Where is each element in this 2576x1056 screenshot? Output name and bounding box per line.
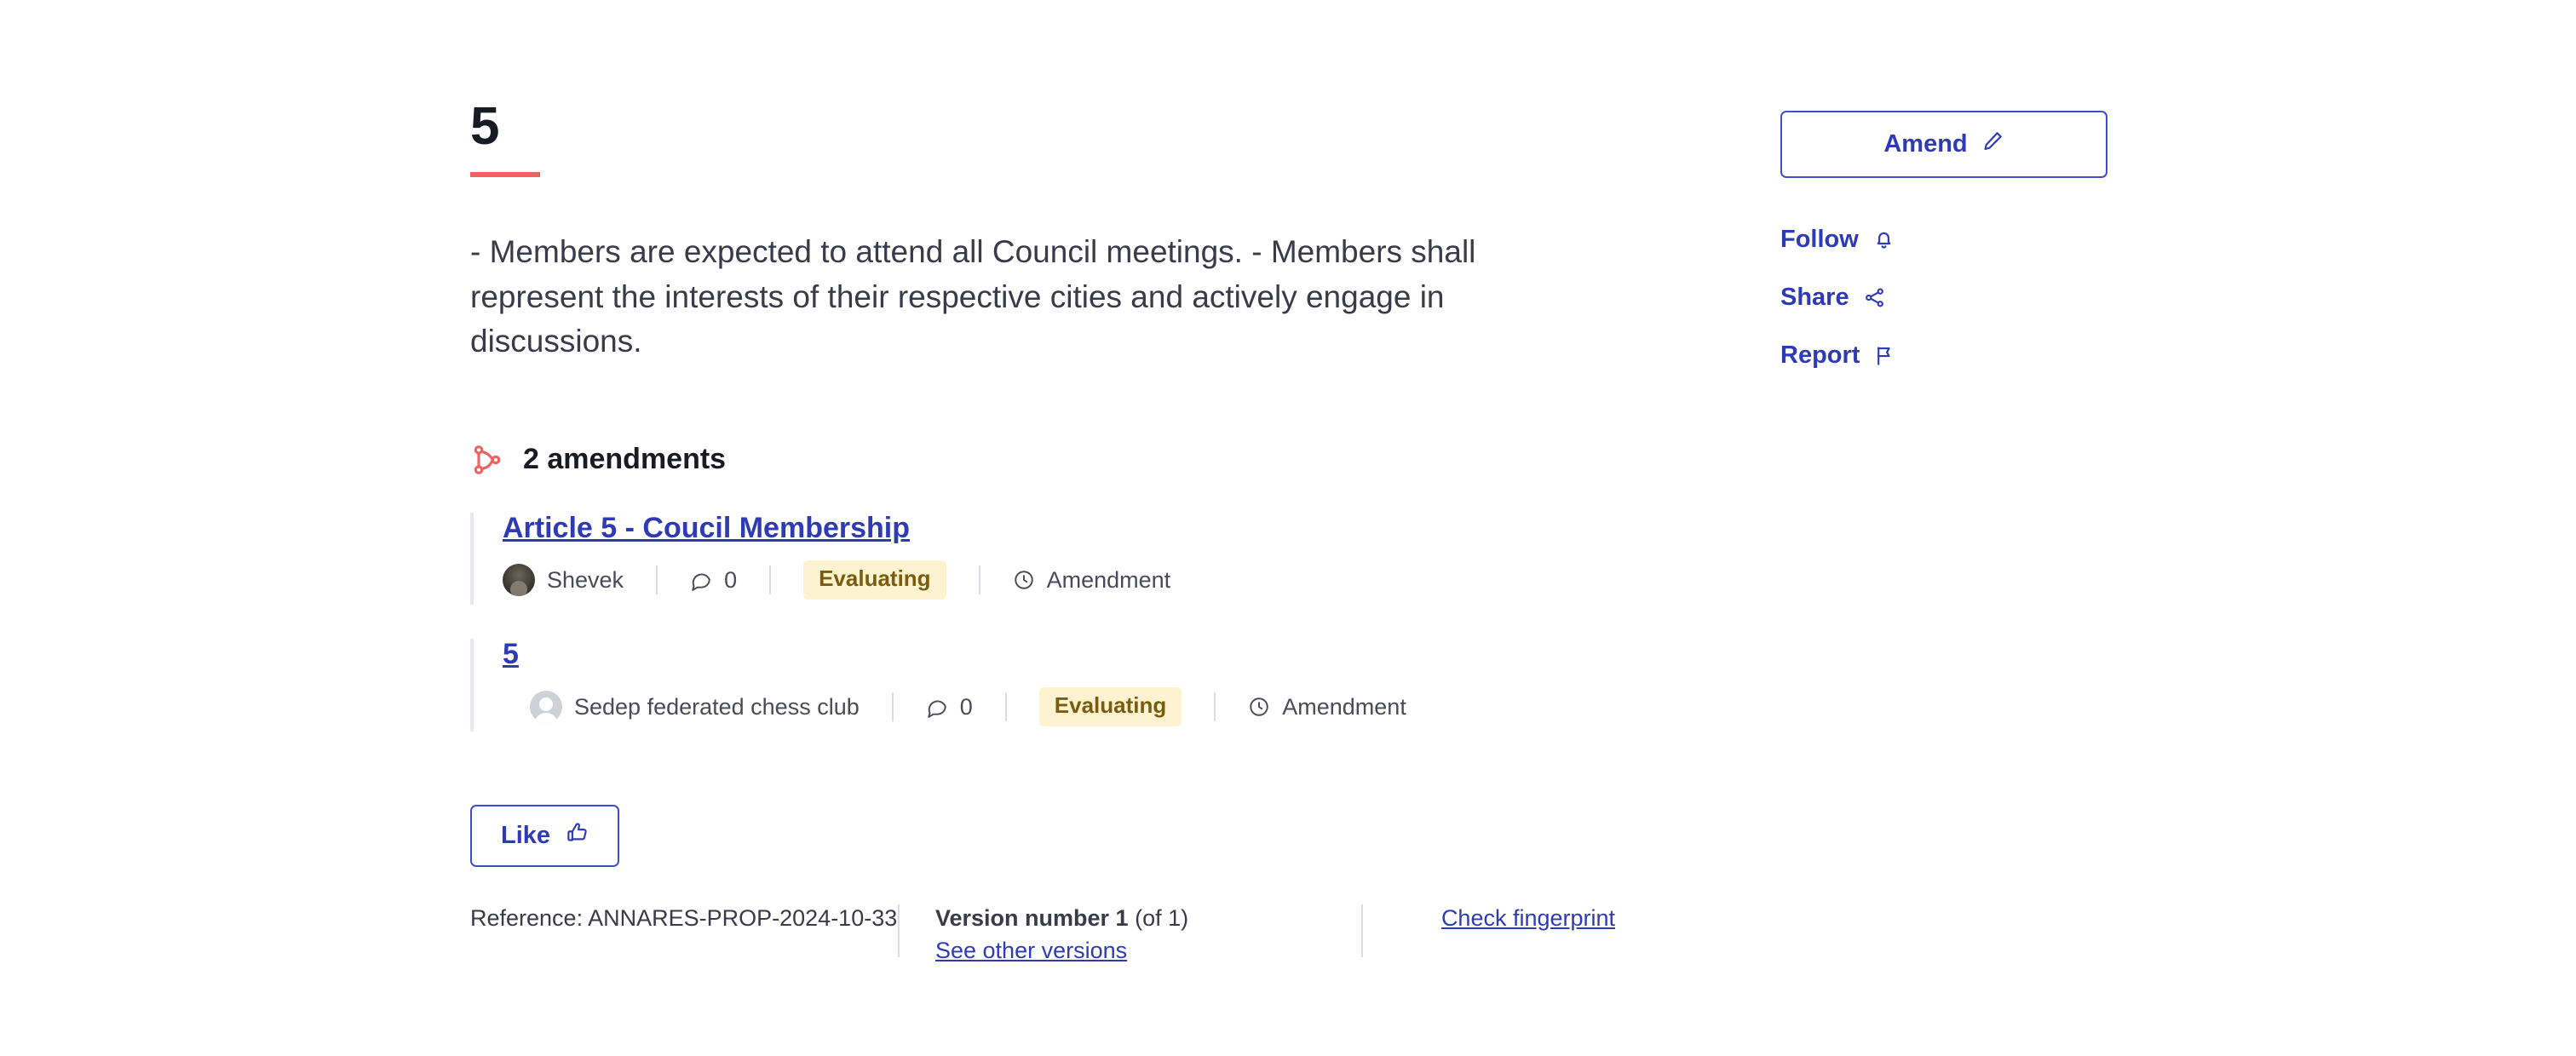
amendment-type: Amendment (1046, 566, 1171, 593)
comments-count: 0 (724, 566, 738, 593)
share-button[interactable] (1780, 284, 1886, 312)
divider (979, 565, 980, 594)
side-actions (1780, 111, 2113, 399)
amendments-count-label: 2 amendments (523, 443, 727, 476)
amendment-title-link[interactable]: Article 5 - Coucil Membership (503, 511, 910, 544)
divider (1005, 692, 1007, 721)
list-item[interactable] (470, 632, 1680, 742)
status-badge: Evaluating (803, 560, 946, 600)
amend-button[interactable] (1780, 111, 2107, 178)
proposal-main (470, 97, 1680, 867)
amendments-list (470, 506, 1680, 742)
comments-cell[interactable] (926, 694, 973, 720)
follow-label: Follow (1780, 226, 1859, 253)
version-label: Version number 1 (935, 905, 1129, 931)
divider (769, 565, 771, 594)
pencil-icon (1981, 129, 2004, 159)
comments-cell[interactable] (690, 567, 737, 594)
like-button[interactable] (470, 805, 619, 867)
comment-icon (926, 696, 948, 718)
follow-button[interactable] (1780, 226, 1895, 254)
divider (892, 692, 894, 721)
amendment-meta (503, 560, 1680, 600)
see-other-versions-link[interactable]: See other versions (935, 937, 1128, 963)
version-of: (of 1) (1135, 905, 1189, 931)
avatar (530, 691, 562, 723)
flag-icon (1873, 344, 1896, 367)
like-button-label: Like (501, 821, 551, 849)
type-cell (1013, 567, 1171, 594)
status-badge: Evaluating (1039, 687, 1182, 726)
comment-icon (690, 569, 712, 591)
amend-button-label: Amend (1883, 130, 1968, 158)
amendment-type: Amendment (1282, 693, 1406, 720)
reference-block (470, 903, 935, 935)
comments-count: 0 (959, 693, 973, 720)
title-underline (470, 172, 540, 177)
divider (656, 565, 658, 594)
share-label: Share (1780, 284, 1849, 311)
proposal-footer (470, 903, 1680, 967)
author-name: Shevek (547, 566, 624, 593)
report-label: Report (1780, 341, 1860, 369)
clock-icon (1013, 569, 1035, 591)
check-fingerprint-link[interactable]: Check fingerprint (1440, 905, 1616, 931)
list-item[interactable] (470, 506, 1680, 616)
avatar (503, 564, 535, 596)
rail-links (1780, 226, 2113, 370)
fingerprint-block (1400, 903, 1656, 935)
author-cell (503, 564, 624, 596)
share-icon (1863, 286, 1886, 309)
amendment-meta (503, 687, 1680, 726)
proposal-body: - Members are expected to attend all Council meetings. - Members shall represent the interests of their respective cities and actively engage in discussions. (470, 234, 1476, 359)
amendment-title-link[interactable]: 5 (503, 638, 519, 671)
reference-value: ANNARES-PROP-2024-10-33 (588, 905, 898, 931)
version-block (935, 903, 1400, 967)
author-cell (530, 691, 860, 723)
thumb-up-icon (566, 821, 589, 851)
branch-icon (470, 443, 504, 477)
author-name: Sedep federated chess club (574, 693, 860, 720)
clock-icon (1248, 696, 1270, 718)
divider (1214, 692, 1216, 721)
reference-label: Reference: (470, 905, 584, 931)
report-button[interactable] (1780, 341, 1896, 370)
page-title: 5 (470, 97, 499, 156)
bell-icon (1872, 228, 1895, 251)
type-cell (1248, 694, 1406, 720)
amendments-header (470, 443, 1680, 477)
